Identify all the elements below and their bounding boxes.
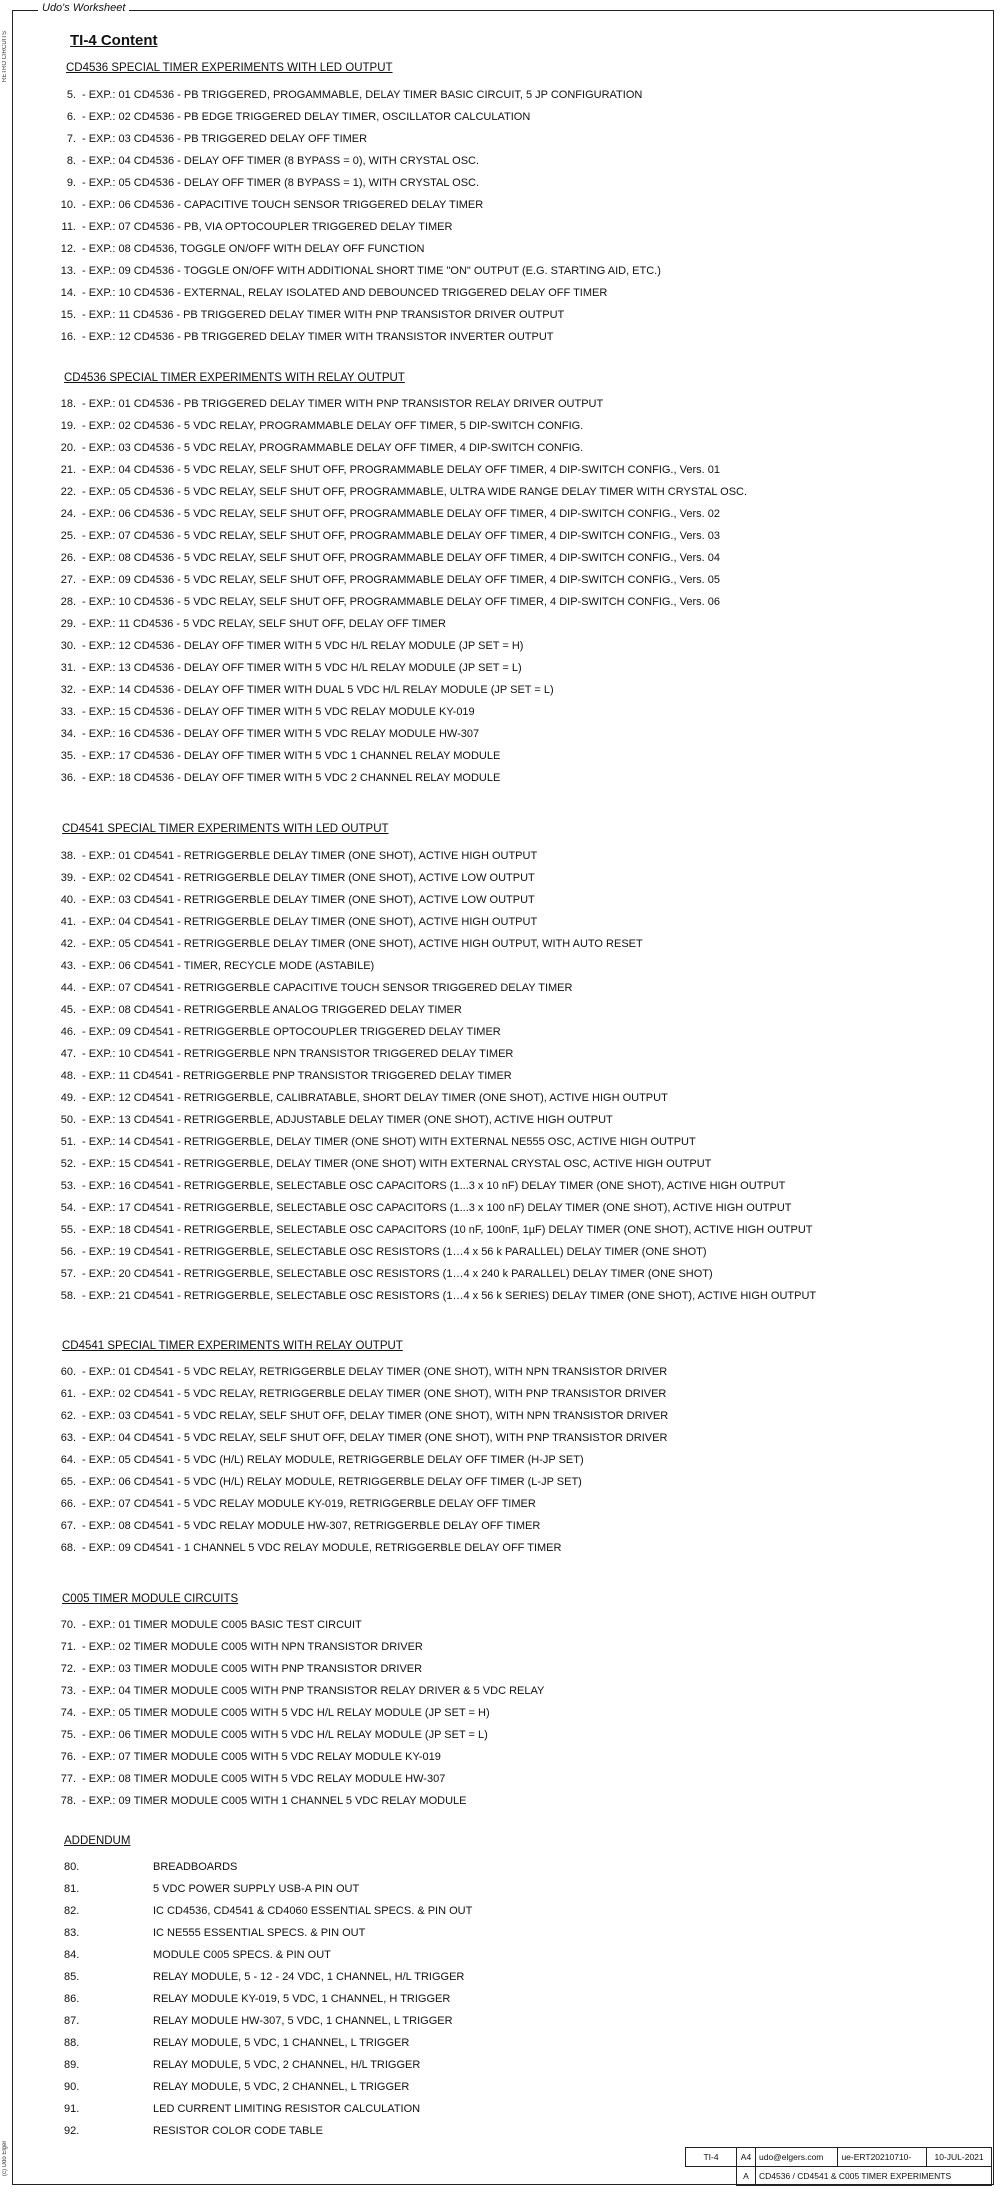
title-block-empty <box>686 2167 737 2186</box>
list-item: 91. LED CURRENT LIMITING RESISTOR CALCULATION <box>64 2103 421 2115</box>
list-item: 83. IC NE555 ESSENTIAL SPECS. & PIN OUT <box>64 1927 366 1939</box>
section-heading: CD4536 SPECIAL TIMER EXPERIMENTS WITH RELAY OUTPUT <box>64 372 405 384</box>
list-item: 88. RELAY MODULE, 5 VDC, 1 CHANNEL, L TRIGGER <box>64 2037 410 2049</box>
title-block-format: A4 <box>737 2148 756 2167</box>
title-block-date: 10-JUL-2021 <box>927 2148 992 2167</box>
list-item: 81. 5 VDC POWER SUPPLY USB-A PIN OUT <box>64 1883 360 1895</box>
title-block-description: CD4536 / CD4541 & C005 TIMER EXPERIMENTS <box>756 2167 992 2186</box>
section-heading: ADDENDUM <box>64 1835 131 1847</box>
side-label-top: RETRO CIRCUITS <box>2 31 8 82</box>
title-block <box>685 2147 992 2186</box>
title-block-doc-id: ue-ERT20210710- <box>838 2148 927 2167</box>
title-block-email: udo@elgers.com <box>756 2148 838 2167</box>
section-heading: C005 TIMER MODULE CIRCUITS <box>62 1593 239 1605</box>
page-title: TI-4 Content <box>70 32 158 49</box>
section-heading: CD4541 SPECIAL TIMER EXPERIMENTS WITH LED OUTPUT <box>62 823 389 835</box>
list-item: 84. MODULE C005 SPECS. & PIN OUT <box>64 1949 331 1961</box>
title-block-sheet: TI-4 <box>686 2148 737 2167</box>
worksheet-legend: Udo's Worksheet <box>38 2 129 14</box>
list-item: 90. RELAY MODULE, 5 VDC, 2 CHANNEL, L TRIGGER <box>64 2081 410 2093</box>
list-item: 92. RESISTOR COLOR CODE TABLE <box>64 2125 323 2137</box>
list-item: 82. IC CD4536, CD4541 & CD4060 ESSENTIAL SPECS. & PIN OUT <box>64 1905 473 1917</box>
list-item: 87. RELAY MODULE HW-307, 5 VDC, 1 CHANNEL, L TRIGGER <box>64 2015 453 2027</box>
list-item: 85. RELAY MODULE, 5 - 12 - 24 VDC, 1 CHANNEL, H/L TRIGGER <box>64 1971 465 1983</box>
section-heading: CD4536 SPECIAL TIMER EXPERIMENTS WITH LED OUTPUT <box>66 62 393 74</box>
list-item: 86. RELAY MODULE KY-019, 5 VDC, 1 CHANNEL, H TRIGGER <box>64 1993 451 2005</box>
side-label-bottom: (c) Udo Elger <box>2 2140 8 2176</box>
title-block-revision: A <box>737 2167 756 2186</box>
section-heading: CD4541 SPECIAL TIMER EXPERIMENTS WITH RELAY OUTPUT <box>62 1340 403 1352</box>
list-item: 80. BREADBOARDS <box>64 1861 238 1873</box>
list-item: 89. RELAY MODULE, 5 VDC, 2 CHANNEL, H/L TRIGGER <box>64 2059 421 2071</box>
